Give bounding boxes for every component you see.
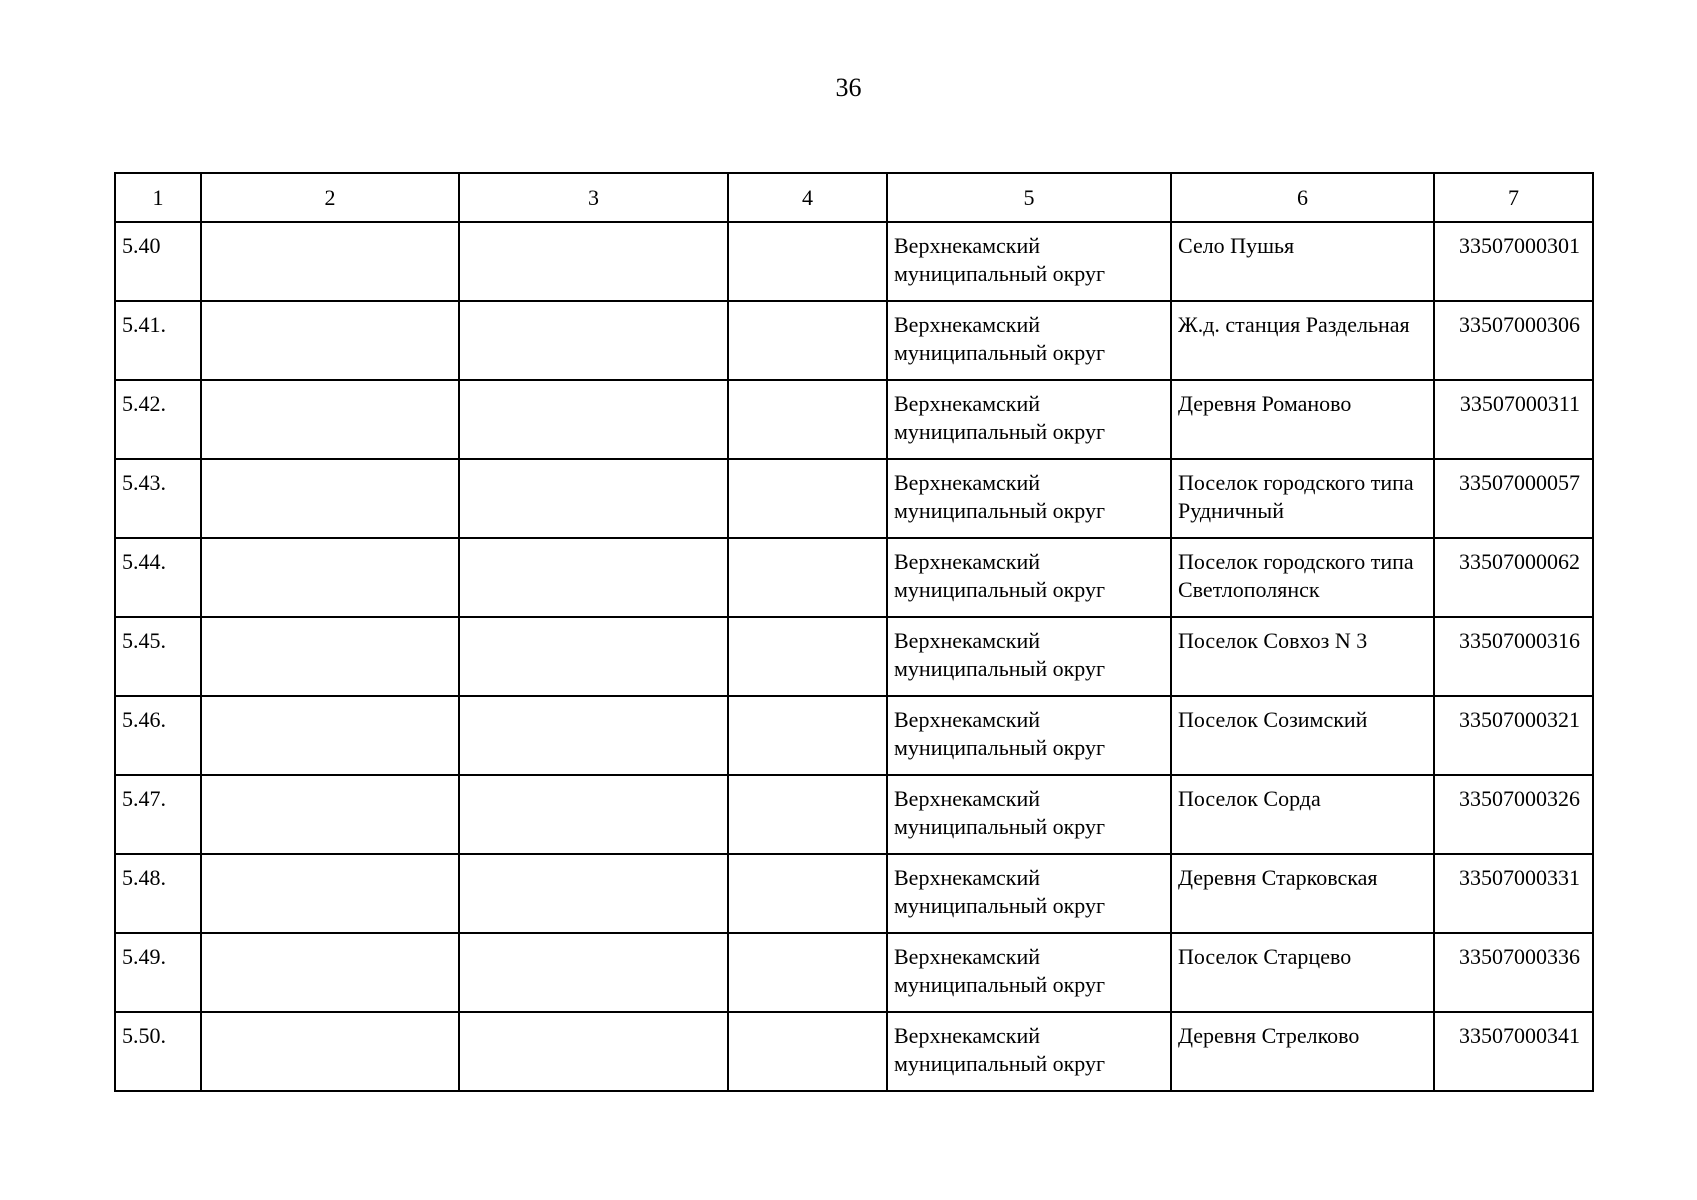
row-number-cell: 5.45. — [115, 617, 201, 696]
code-cell: 33507000062 — [1434, 538, 1593, 617]
row-number-cell: 5.48. — [115, 854, 201, 933]
settlement-cell: Поселок Сорда — [1171, 775, 1434, 854]
code-cell: 33507000336 — [1434, 933, 1593, 1012]
empty-cell — [728, 1012, 887, 1091]
row-number-cell: 5.41. — [115, 301, 201, 380]
column-header: 2 — [201, 173, 459, 222]
empty-cell — [201, 696, 459, 775]
table-row — [115, 459, 1593, 538]
empty-cell — [201, 933, 459, 1012]
district-cell: Верхнекамский муниципальный округ — [887, 538, 1171, 617]
settlement-cell: Поселок Совхоз N 3 — [1171, 617, 1434, 696]
district-cell: Верхнекамский муниципальный округ — [887, 617, 1171, 696]
settlement-cell: Поселок Старцево — [1171, 933, 1434, 1012]
code-cell: 33507000321 — [1434, 696, 1593, 775]
code-cell: 33507000057 — [1434, 459, 1593, 538]
empty-cell — [728, 538, 887, 617]
empty-cell — [459, 459, 728, 538]
code-cell: 33507000326 — [1434, 775, 1593, 854]
empty-cell — [728, 775, 887, 854]
row-number-cell: 5.42. — [115, 380, 201, 459]
district-cell: Верхнекамский муниципальный округ — [887, 854, 1171, 933]
empty-cell — [459, 380, 728, 459]
empty-cell — [201, 854, 459, 933]
column-header: 7 — [1434, 173, 1593, 222]
settlement-cell: Деревня Романово — [1171, 380, 1434, 459]
column-header: 4 — [728, 173, 887, 222]
row-number-cell: 5.44. — [115, 538, 201, 617]
empty-cell — [201, 538, 459, 617]
settlement-cell: Ж.д. станция Раздельная — [1171, 301, 1434, 380]
empty-cell — [201, 1012, 459, 1091]
empty-cell — [459, 301, 728, 380]
table-row — [115, 933, 1593, 1012]
empty-cell — [728, 854, 887, 933]
table-row — [115, 301, 1593, 380]
row-number-cell: 5.50. — [115, 1012, 201, 1091]
district-cell: Верхнекамский муниципальный округ — [887, 222, 1171, 301]
empty-cell — [459, 933, 728, 1012]
empty-cell — [728, 222, 887, 301]
code-cell: 33507000341 — [1434, 1012, 1593, 1091]
table-row — [115, 380, 1593, 459]
settlement-cell: Поселок городского типа Светлополянск — [1171, 538, 1434, 617]
table-row — [115, 1012, 1593, 1091]
table-row — [115, 854, 1593, 933]
table-row — [115, 222, 1593, 301]
empty-cell — [201, 459, 459, 538]
district-cell: Верхнекамский муниципальный округ — [887, 459, 1171, 538]
settlement-cell: Деревня Стрелково — [1171, 1012, 1434, 1091]
settlement-cell: Деревня Старковская — [1171, 854, 1434, 933]
page-number: 36 — [835, 73, 862, 102]
code-cell: 33507000306 — [1434, 301, 1593, 380]
row-number-cell: 5.43. — [115, 459, 201, 538]
district-cell: Верхнекамский муниципальный округ — [887, 696, 1171, 775]
settlement-cell: Село Пушья — [1171, 222, 1434, 301]
empty-cell — [459, 1012, 728, 1091]
district-cell: Верхнекамский муниципальный округ — [887, 1012, 1171, 1091]
empty-cell — [201, 301, 459, 380]
empty-cell — [728, 380, 887, 459]
settlement-cell: Поселок Созимский — [1171, 696, 1434, 775]
row-number-cell: 5.47. — [115, 775, 201, 854]
empty-cell — [459, 854, 728, 933]
column-header: 3 — [459, 173, 728, 222]
table-row — [115, 617, 1593, 696]
code-cell: 33507000301 — [1434, 222, 1593, 301]
empty-cell — [728, 696, 887, 775]
district-cell: Верхнекамский муниципальный округ — [887, 380, 1171, 459]
table-row — [115, 775, 1593, 854]
empty-cell — [201, 775, 459, 854]
district-cell: Верхнекамский муниципальный округ — [887, 775, 1171, 854]
empty-cell — [459, 222, 728, 301]
district-cell: Верхнекамский муниципальный округ — [887, 301, 1171, 380]
empty-cell — [459, 775, 728, 854]
code-cell: 33507000316 — [1434, 617, 1593, 696]
settlements-table — [114, 172, 1594, 1092]
row-number-cell: 5.40 — [115, 222, 201, 301]
code-cell: 33507000311 — [1434, 380, 1593, 459]
header-row — [115, 173, 1593, 222]
empty-cell — [459, 617, 728, 696]
empty-cell — [728, 459, 887, 538]
code-cell: 33507000331 — [1434, 854, 1593, 933]
column-header: 5 — [887, 173, 1171, 222]
district-cell: Верхнекамский муниципальный округ — [887, 933, 1171, 1012]
table-row — [115, 538, 1593, 617]
empty-cell — [728, 301, 887, 380]
empty-cell — [728, 617, 887, 696]
column-header: 6 — [1171, 173, 1434, 222]
row-number-cell: 5.46. — [115, 696, 201, 775]
empty-cell — [201, 617, 459, 696]
column-header: 1 — [115, 173, 201, 222]
settlement-cell: Поселок городского типа Рудничный — [1171, 459, 1434, 538]
table-row — [115, 696, 1593, 775]
empty-cell — [459, 696, 728, 775]
empty-cell — [201, 380, 459, 459]
row-number-cell: 5.49. — [115, 933, 201, 1012]
empty-cell — [459, 538, 728, 617]
empty-cell — [201, 222, 459, 301]
empty-cell — [728, 933, 887, 1012]
